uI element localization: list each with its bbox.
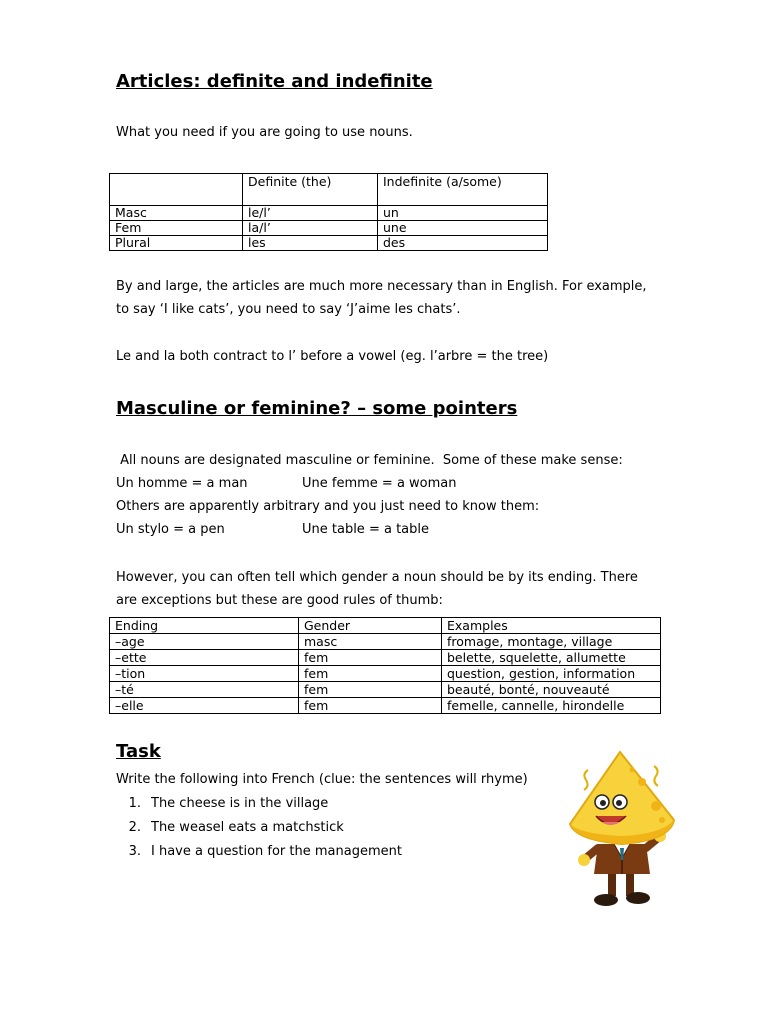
table-cell: fromage, montage, village bbox=[442, 634, 661, 650]
example-text: Un homme = a man bbox=[116, 476, 248, 491]
table-cell: fem bbox=[299, 698, 442, 714]
table-row bbox=[110, 206, 548, 221]
cheese-mascot-illustration bbox=[562, 748, 684, 910]
example-text: Un stylo = a pen bbox=[116, 522, 225, 537]
task-list bbox=[104, 796, 402, 868]
table-cell: fem bbox=[299, 682, 442, 698]
paragraph-text: However, you can often tell which gender a noun should be by its ending. There bbox=[116, 570, 638, 585]
table-row bbox=[110, 666, 661, 682]
table-row bbox=[110, 682, 661, 698]
table-cell: beauté, bonté, nouveauté bbox=[442, 682, 661, 698]
table-cell: la/l’ bbox=[243, 221, 378, 236]
table-header-cell: Indefinite (a/some) bbox=[378, 174, 548, 206]
table-cell: le/l’ bbox=[243, 206, 378, 221]
table-cell: masc bbox=[299, 634, 442, 650]
table-header-cell bbox=[110, 174, 243, 206]
table-cell: des bbox=[378, 236, 548, 251]
table-cell: femelle, cannelle, hirondelle bbox=[442, 698, 661, 714]
paragraph-text: Others are apparently arbitrary and you just need to know them: bbox=[116, 499, 540, 514]
table-cell: –tion bbox=[110, 666, 299, 682]
shoe-right bbox=[626, 892, 650, 904]
table-row bbox=[110, 221, 548, 236]
section-heading-gender: Masculine or feminine? – some pointers bbox=[116, 398, 518, 419]
paragraph-text: Le and la both contract to l’ before a vowel (eg. l’arbre = the tree) bbox=[116, 349, 549, 364]
table-header-cell: Definite (the) bbox=[243, 174, 378, 206]
table-header-row bbox=[110, 174, 548, 206]
sparkle-left-icon bbox=[584, 770, 588, 790]
list-item-text: I have a question for the management bbox=[151, 844, 402, 859]
table-header-cell: Examples bbox=[442, 618, 661, 634]
table-cell: Masc bbox=[110, 206, 243, 221]
table-cell: Fem bbox=[110, 221, 243, 236]
articles-table bbox=[109, 173, 548, 251]
list-number: 3. bbox=[128, 844, 141, 859]
example-text: Une table = a table bbox=[302, 522, 429, 537]
table-cell: belette, squelette, allumette bbox=[442, 650, 661, 666]
table-cell: –elle bbox=[110, 698, 299, 714]
endings-table bbox=[109, 617, 661, 714]
list-item bbox=[104, 820, 402, 844]
sparkle-right-icon bbox=[654, 766, 658, 786]
table-cell: fem bbox=[299, 650, 442, 666]
table-cell: –ette bbox=[110, 650, 299, 666]
shoe-left bbox=[594, 894, 618, 906]
table-cell: Plural bbox=[110, 236, 243, 251]
list-number: 1. bbox=[128, 796, 141, 811]
table-cell: question, gestion, information bbox=[442, 666, 661, 682]
intro-text: What you need if you are going to use nouns. bbox=[116, 125, 413, 140]
table-cell: une bbox=[378, 221, 548, 236]
list-item-text: The weasel eats a matchstick bbox=[151, 820, 344, 835]
table-cell: fem bbox=[299, 666, 442, 682]
paragraph-text: to say ‘I like cats’, you need to say ‘J’aime les chats’. bbox=[116, 302, 461, 317]
table-cell: un bbox=[378, 206, 548, 221]
example-text: Une femme = a woman bbox=[302, 476, 457, 491]
task-instruction: Write the following into French (clue: the sentences will rhyme) bbox=[116, 772, 528, 787]
table-header-cell: Ending bbox=[110, 618, 299, 634]
table-header-cell: Gender bbox=[299, 618, 442, 634]
list-item-text: The cheese is in the village bbox=[151, 796, 329, 811]
table-header-row bbox=[110, 618, 661, 634]
section-heading-articles: Articles: definite and indefinite bbox=[116, 71, 433, 92]
table-row bbox=[110, 698, 661, 714]
paragraph-text: are exceptions but these are good rules of thumb: bbox=[116, 593, 443, 608]
list-item bbox=[104, 796, 402, 820]
list-number: 2. bbox=[128, 820, 141, 835]
list-item bbox=[104, 844, 402, 868]
paragraph-text: By and large, the articles are much more necessary than in English. For example, bbox=[116, 279, 647, 294]
table-row bbox=[110, 634, 661, 650]
table-row bbox=[110, 236, 548, 251]
table-cell: les bbox=[243, 236, 378, 251]
paragraph-text: All nouns are designated masculine or feminine. Some of these make sense: bbox=[116, 453, 623, 468]
table-cell: –age bbox=[110, 634, 299, 650]
section-heading-task: Task bbox=[116, 741, 161, 762]
table-row bbox=[110, 650, 661, 666]
table-cell: –té bbox=[110, 682, 299, 698]
